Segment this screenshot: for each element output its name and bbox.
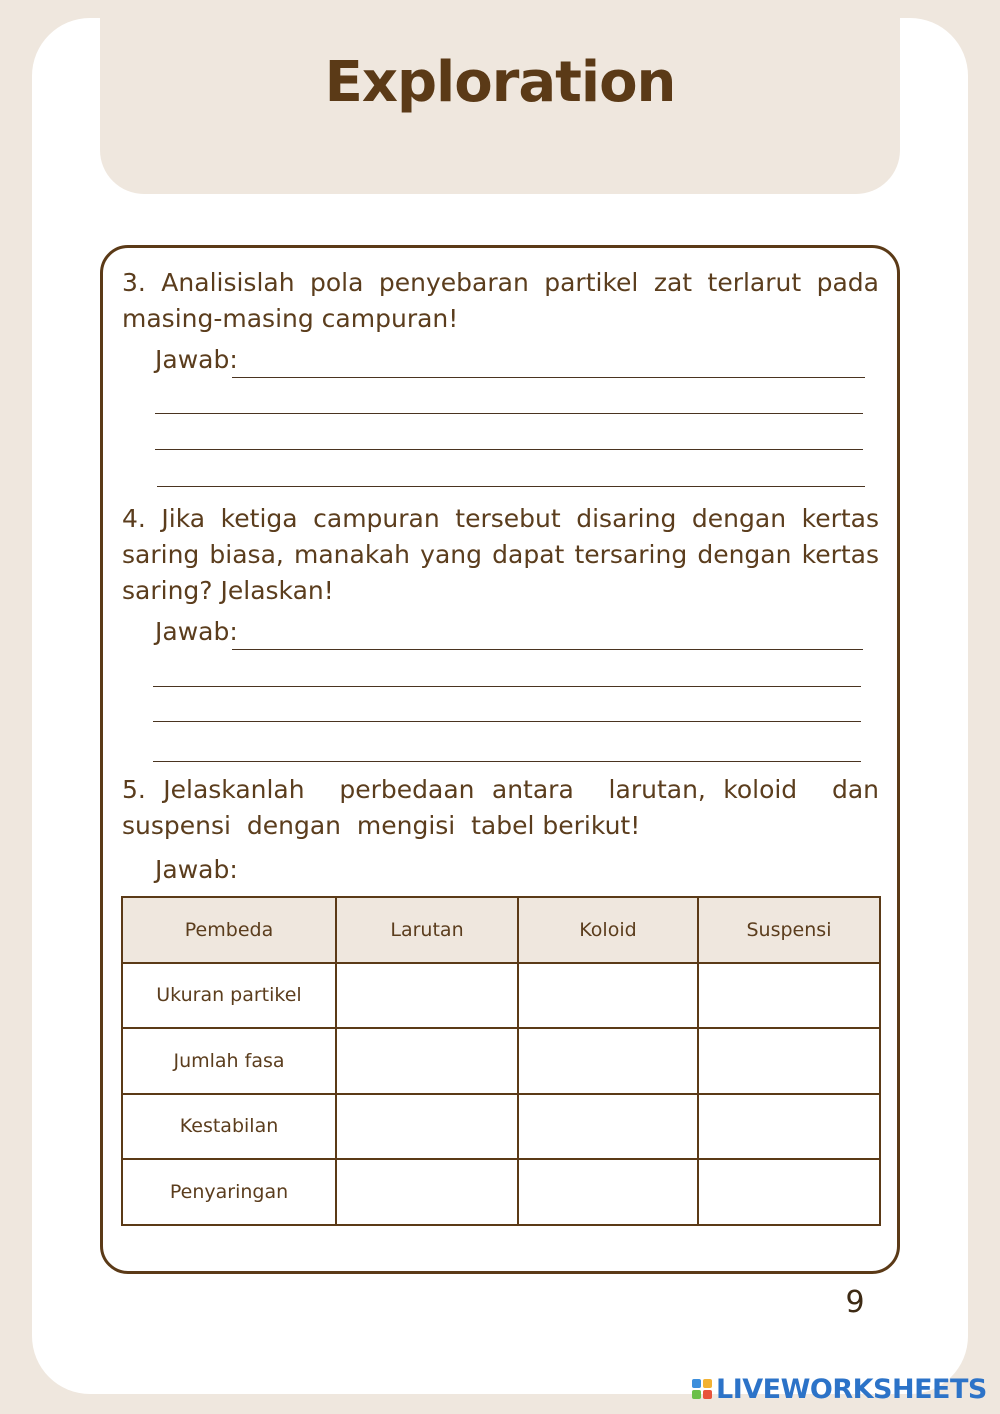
question-3-line-1: 3. Analisislah pola penyebaran partikel zat terlarut pada (122, 268, 879, 297)
question-4-answer-line-2[interactable] (153, 686, 861, 687)
question-3-line-2: masing-masing campuran! (122, 304, 459, 333)
answer-cell[interactable] (698, 1028, 880, 1094)
question-4-answer-line-4[interactable] (153, 761, 861, 762)
header-suspensi: Suspensi (698, 897, 880, 963)
table-row (122, 1094, 880, 1160)
question-4-line-3: saring? Jelaskan! (122, 576, 334, 605)
answer-cell[interactable] (518, 1094, 698, 1160)
question-5 (122, 772, 879, 844)
answer-cell[interactable] (336, 1159, 518, 1225)
table-row (122, 963, 880, 1029)
question-5-answer-label: Jawab: (155, 855, 238, 884)
row-label: Jumlah fasa (122, 1028, 336, 1094)
row-label: Penyaringan (122, 1159, 336, 1225)
answer-cell[interactable] (518, 963, 698, 1029)
liveworksheets-logo (692, 1373, 987, 1405)
table-row (122, 1028, 880, 1094)
page-number: 9 (845, 1285, 865, 1320)
comparison-table (121, 896, 881, 1226)
answer-cell[interactable] (698, 1159, 880, 1225)
question-3 (122, 265, 879, 337)
question-3-answer-line-2[interactable] (155, 413, 863, 414)
brand-name: LIVEWORKSHEETS (716, 1373, 987, 1405)
answer-cell[interactable] (698, 963, 880, 1029)
table-header-row (122, 897, 880, 963)
answer-cell[interactable] (698, 1094, 880, 1160)
question-3-answer-line-4[interactable] (157, 486, 865, 487)
question-4-line-2: saring biasa, manakah yang dapat tersaring dengan kertas (122, 540, 879, 569)
header-pembeda: Pembeda (122, 897, 336, 963)
page-title: Exploration (324, 50, 676, 115)
row-label: Ukuran partikel (122, 963, 336, 1029)
question-4-line-1: 4. Jika ketiga campuran tersebut disaring dengan kertas (122, 504, 879, 533)
question-4-answer-label: Jawab: (155, 617, 238, 646)
question-4-answer-line-1[interactable] (232, 649, 863, 650)
question-3-answer-line-1[interactable] (232, 377, 865, 378)
liveworksheets-mark-icon (692, 1379, 712, 1399)
answer-cell[interactable] (336, 1094, 518, 1160)
question-3-answer-label: Jawab: (155, 345, 238, 374)
question-3-answer-line-3[interactable] (155, 449, 863, 450)
answer-cell[interactable] (518, 1028, 698, 1094)
question-5-line-2: suspensi dengan mengisi tabel berikut! (122, 811, 641, 840)
question-4 (122, 501, 879, 609)
answer-cell[interactable] (336, 1028, 518, 1094)
header-koloid: Koloid (518, 897, 698, 963)
header-larutan: Larutan (336, 897, 518, 963)
question-4-answer-line-3[interactable] (153, 721, 861, 722)
question-5-line-1: 5. Jelaskanlah perbedaan antara larutan, koloid dan (122, 775, 879, 804)
row-label: Kestabilan (122, 1094, 336, 1160)
answer-cell[interactable] (336, 963, 518, 1029)
answer-cell[interactable] (518, 1159, 698, 1225)
table-row (122, 1159, 880, 1225)
